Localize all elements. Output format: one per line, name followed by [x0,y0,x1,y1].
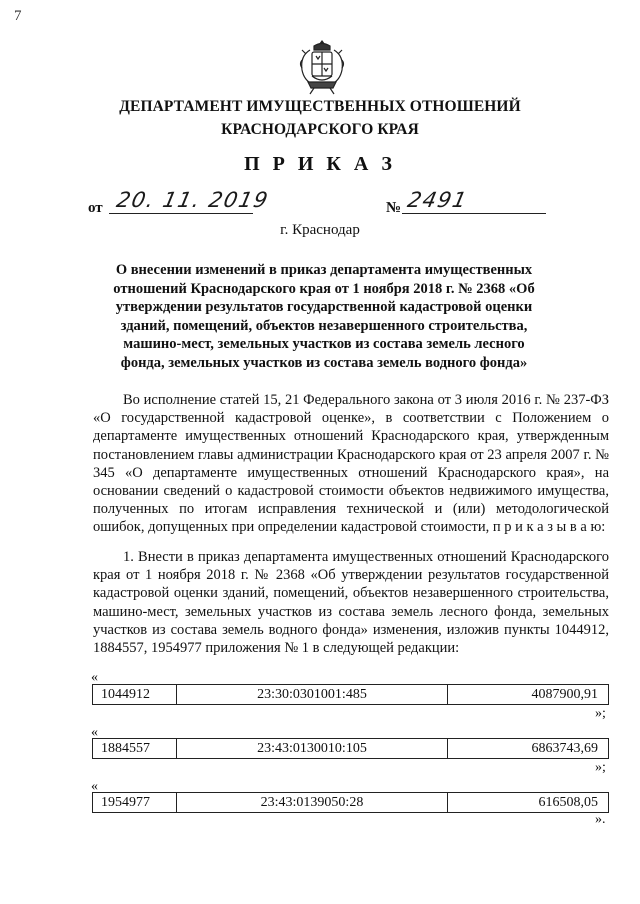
table-close-quote: »; [595,706,606,721]
table-row [92,792,609,813]
table-close-quote: ». [595,812,606,827]
table-open-quote: « [91,670,98,685]
city-line: г. Краснодар [280,222,360,238]
date-underline [109,213,253,214]
table-close-quote: »; [595,760,606,775]
table-cell-value: 4087900,91 [531,687,598,702]
body-paragraph-2: 1. Внести в приказ департамента имущественных отношений Краснодарского края от 1 ноября 2018 г. № 2368 «Об утверждении результатов государственной кадастровой оценки зданий, помещений, объектов незавершенного строительства, машино-мест, земельных участков из состава земель лесного фонда, земельных участков из состава земель водного фонда» изменения, изложив пункты 1044912, 1884557, 1954977 приложения № 1 в следующей редакции: [93,549,609,657]
coat-of-arms-emblem [296,38,348,96]
table-cell-cadastral: 23:43:0130010:105 [177,739,448,758]
table-cell-id: 1044912 [93,685,177,704]
table-cell-cadastral: 23:43:0139050:28 [177,793,448,812]
number-underline [402,213,546,214]
order-title: П Р И К А З [244,153,396,175]
table-cell-id: 1954977 [93,793,177,812]
department-title-line2: КРАСНОДАРСКОГО КРАЯ [221,121,419,138]
corner-handwritten-mark: 7 [14,8,22,24]
table-cell-value: 6863743,69 [531,741,598,756]
date-label: от [88,200,103,216]
department-title-line1: ДЕПАРТАМЕНТ ИМУЩЕСТВЕННЫХ ОТНОШЕНИЙ [119,98,521,115]
table-row [92,738,609,759]
table-cell-cadastral: 23:30:0301001:485 [177,685,448,704]
order-heading: О внесении изменений в приказ департамента имущественных отношений Краснодарского края от 1 ноября 2018 г. № 2368 «Об утверждении результатов государственной кадастровой оценки зданий, помещений, объектов незавершенного строительства, машино-мест, земельных участков из состава земель лесного фонда, земельных участков из состава земель водного фонда» [113,262,535,371]
number-label: № [386,200,402,216]
table-open-quote: « [91,725,98,740]
table-cell-id: 1884557 [93,739,177,758]
table-row [92,684,609,705]
handwritten-number: 2491 [405,188,471,212]
handwritten-date: 20. 11. 2019 [114,188,272,212]
table-cell-value: 616508,05 [538,795,598,810]
table-open-quote: « [91,779,98,794]
body-paragraph-1: Во исполнение статей 15, 21 Федерального закона от 3 июля 2016 г. № 237-ФЗ «О государственной кадастровой оценке», в соответствии с Положением о департаменте имущественных отношений Краснодарского края, утвержденным постановлением главы администрации Краснодарского края от 23 апреля 2007 г. № 345 «О департаменте имущественных отношений Краснодарского края», на основании сведений о кадастровой стоимости объектов недвижимого имущества, полученных по итогам исправления технической и (или) методологической ошибок, допущенных при определении кадастровой стоимости, п р и к а з ы в а ю: [93,392,609,536]
